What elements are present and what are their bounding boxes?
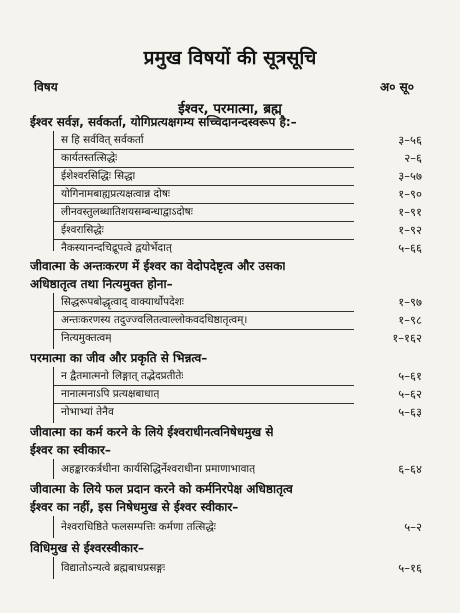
- sutra-line: अन्तःकरणस्य तदुज्ज्वलितत्वाल्लोकवदधिष्ठातृत्वम्।: [61, 314, 248, 326]
- sutra-line: कार्यतस्तत्सिद्धेः: [61, 152, 118, 164]
- topic-heading: जीवात्मा के लिये फल प्रदान करने को कर्मनिरपेक्ष अधिष्ठातृत्व: [30, 482, 293, 496]
- sutra-ref: २–६: [404, 151, 422, 165]
- bracket-line: [53, 557, 54, 579]
- sutra-ref: ५–६३: [398, 405, 422, 419]
- sutra-line: न द्वैतमात्मनो लिङ्गात् तद्भेदप्रतीतेः: [61, 370, 184, 382]
- sutra-line: नित्यमुक्तत्वम्: [61, 332, 112, 344]
- sutra-line: स हि सर्ववित् सर्वकर्ता: [61, 134, 144, 146]
- bracket-line: [53, 293, 54, 349]
- topic-heading: अधिष्ठातृत्व तथा नित्यमुक्त होना–: [30, 277, 173, 291]
- sutra-ref: ५–६६: [398, 241, 422, 255]
- topic-heading: ईश्वर का नहीं, इस निषेधमुख से ईश्वर स्वीकार–: [30, 500, 239, 514]
- sutra-line: विद्यातोऽन्यत्वे ब्रह्मबाधप्रसङ्गः: [61, 562, 166, 574]
- sutra-ref: ३–५६: [398, 133, 422, 147]
- column-header-reference: अ० सू०: [380, 80, 414, 94]
- column-header-subject: विषय: [34, 80, 58, 94]
- sutra-ref: १–९१: [398, 205, 422, 219]
- topic-heading: ईश्वर सर्वज्ञ, सर्वकर्ता, योगिप्रत्यक्षगम्य सच्चिदानन्दस्वरूप है:–: [30, 115, 297, 129]
- bracket-line: [53, 367, 54, 423]
- sutra-line: अहङ्कारकर्त्रधीना कार्यसिद्धिर्नेश्वराधीना प्रमाणाभावात्: [61, 463, 256, 475]
- sutra-line: नोभाभ्यां तेनैव: [61, 406, 114, 418]
- sutra-ref: ५–२: [404, 520, 422, 534]
- topic-heading: जीवात्मा के अन्तःकरण में ईश्वर का वेदोपदेष्टृत्व और उसका: [30, 259, 286, 273]
- sutra-line: ईश्वरासिद्धेः: [61, 224, 104, 236]
- sutra-line: सिद्धरूपबोद्धृत्वाद् वाक्यार्थोपदेशः: [61, 296, 184, 308]
- sutra-ref: ६–६४: [398, 462, 422, 476]
- topic-heading: परमात्मा का जीव और प्रकृति से भिन्नत्व–: [30, 351, 208, 365]
- section-title: ईश्वर, परमात्मा, ब्रह्म: [178, 101, 282, 117]
- sutra-ref: १–१६२: [392, 331, 422, 345]
- sutra-ref: ५–६२: [398, 387, 422, 401]
- sutra-line: नैकस्यानन्दचिद्रूपत्वे द्वयोर्भेदात्: [61, 242, 172, 254]
- sutra-ref: १–९७: [398, 295, 422, 309]
- sutra-line: योगिनामबाह्यप्रत्यक्षत्वान्न दोषः: [61, 188, 171, 200]
- page-title: प्रमुख विषयों की सूत्रसूचि: [143, 47, 317, 69]
- sutra-ref: १–९०: [398, 187, 422, 201]
- sutra-ref: ३–५७: [398, 169, 422, 183]
- sutra-line: नेश्वराधिष्ठिते फलसम्पत्तिः कर्मणा तत्सिद्धेः: [61, 521, 216, 533]
- sutra-ref: ५–६१: [398, 369, 422, 383]
- topic-heading: ईश्वर का स्वीकार–: [30, 443, 111, 457]
- sutra-line: लीनवस्तुलब्धातिशयसम्बन्धाद्वाऽदोषः: [61, 206, 193, 218]
- sutra-ref: १–९२: [398, 223, 422, 237]
- sutra-line: नानात्मनाऽपि प्रत्यक्षबाधात्: [61, 388, 160, 400]
- topic-heading: जीवात्मा का कर्म करने के लिये ईश्वराधीनत्वनिषेधमुख से: [30, 425, 274, 439]
- topic-heading: विधिमुख से ईश्वरस्वीकार–: [30, 541, 144, 555]
- bracket-line: [53, 516, 54, 538]
- sutra-line: ईशेश्वरसिद्धिः सिद्धा: [61, 170, 136, 182]
- bracket-line: [53, 459, 54, 479]
- sutra-ref: १–९८: [398, 313, 422, 327]
- sutra-ref: ५–१६: [398, 561, 422, 575]
